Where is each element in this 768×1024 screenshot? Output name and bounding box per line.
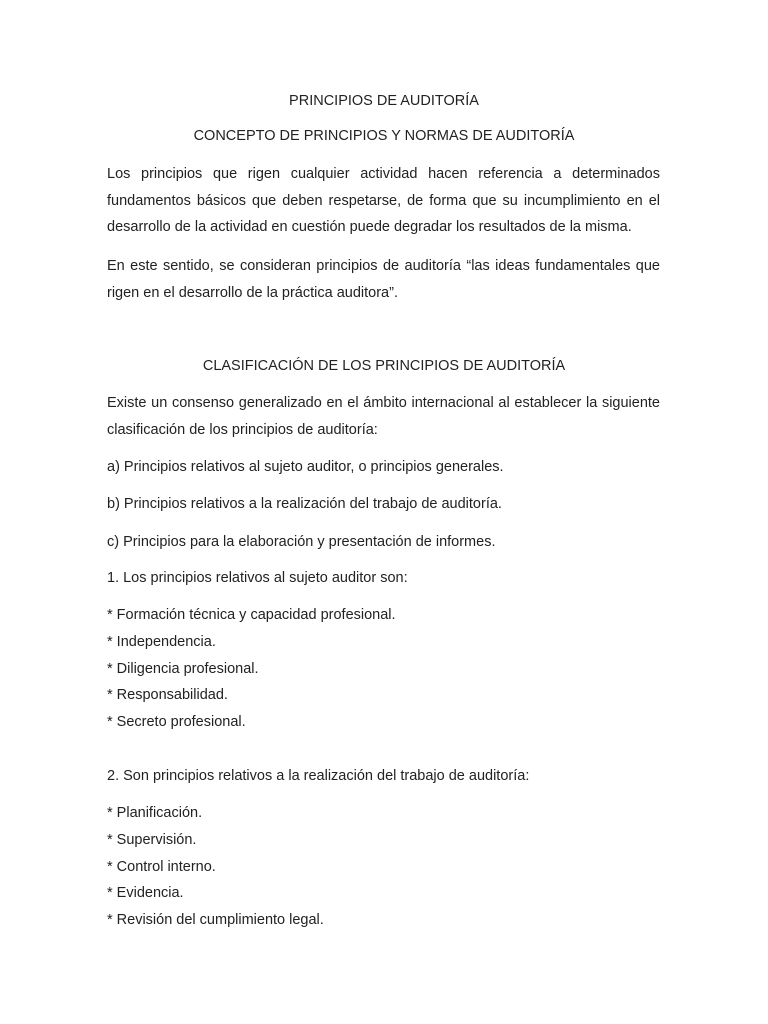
group2-heading: 2. Son principios relativos a la realización del trabajo de auditoría: <box>107 768 530 784</box>
paragraph-consenso: Existe un consenso generalizado en el ámbito internacional al establecer la siguiente clasificación de los principios de auditoría: <box>107 395 660 438</box>
classification-item-a: a) Principios relativos al sujeto auditor, o principios generales. <box>107 459 504 475</box>
list-item: * Diligencia profesional. <box>107 660 259 677</box>
list-item: * Evidencia. <box>107 885 184 902</box>
list-item: * Independencia. <box>107 633 216 650</box>
group1-heading: 1. Los principios relativos al sujeto auditor son: <box>107 570 408 586</box>
list-item: * Control interno. <box>107 858 216 875</box>
section-heading-concepto: CONCEPTO DE PRINCIPIOS Y NORMAS DE AUDITORÍA <box>193 128 575 144</box>
paragraph-principios: Los principios que rigen cualquier actividad hacen referencia a determinados fundamentos básicos que deben respetarse, de forma que su incumplimiento en el desarrollo de la actividad en cuestión puede degradar los resultados de la misma. <box>107 166 660 235</box>
paragraph-sentido: En este sentido, se consideran principios de auditoría “las ideas fundamentales que rigen en el desarrollo de la práctica auditora”. <box>107 258 660 301</box>
group2-list <box>107 800 324 934</box>
list-item: * Formación técnica y capacidad profesional. <box>107 607 396 623</box>
section-heading-clasificacion: CLASIFICACIÓN DE LOS PRINCIPIOS DE AUDITORÍA <box>202 358 566 374</box>
list-item: * Revisión del cumplimiento legal. <box>107 912 324 929</box>
group1-list <box>107 602 396 736</box>
list-item: * Secreto profesional. <box>107 714 246 731</box>
list-item: * Supervisión. <box>107 831 197 848</box>
classification-item-c: c) Principios para la elaboración y presentación de informes. <box>107 534 496 550</box>
document-title: PRINCIPIOS DE AUDITORÍA <box>289 93 479 109</box>
list-item: * Responsabilidad. <box>107 687 228 704</box>
list-item: * Planificación. <box>107 805 203 821</box>
classification-item-b: b) Principios relativos a la realización del trabajo de auditoría. <box>107 496 502 512</box>
